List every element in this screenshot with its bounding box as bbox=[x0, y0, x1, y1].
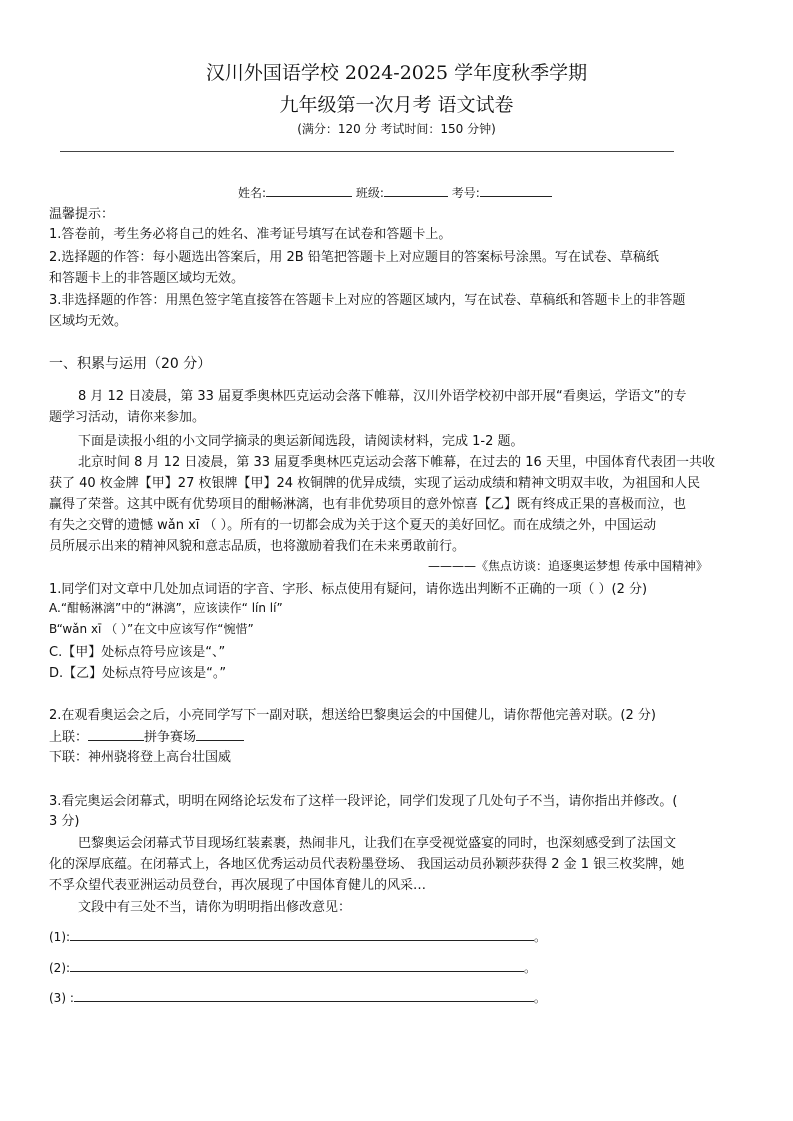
instruction-1: 1.答卷前，考生务必将自己的姓名、准考证号填写在试卷和答题卡上。 bbox=[49, 227, 452, 242]
q2-upper-blank-1[interactable] bbox=[88, 728, 144, 741]
exam-title-line1: 汉川外国语学校 2024-2025 学年度秋季学期 bbox=[205, 62, 588, 84]
q2-upper-label: 上联： bbox=[49, 730, 89, 745]
news-line-2: 获了 40 枚金牌【甲】27 枚银牌【甲】24 枚铜牌的优异成绩，实现了运动成绩和精神文明双丰收，为祖国和人民 bbox=[49, 476, 701, 491]
name-blank[interactable] bbox=[266, 184, 352, 197]
q3-answer-2-label: (2): bbox=[49, 961, 71, 975]
q1-option-b[interactable]: B“wǎn xī （ ）”在文中应该写作“惋惜” bbox=[49, 622, 254, 636]
section1-heading: 一、积累与运用（20 分） bbox=[49, 356, 212, 372]
exam-title-line2: 九年级第一次月考 语文试卷 bbox=[279, 94, 514, 116]
instruction-2b: 和答题卡上的非答题区域均无效。 bbox=[49, 271, 245, 286]
news-line-5: 员所展示出来的精神风貌和意志品质，也将激励着我们在未来勇敢前行。 bbox=[49, 539, 466, 554]
q1-stem: 1.同学们对文章中几处加点词语的字音、字形、标点使用有疑问，请你选出判断不正确的一项（ ）(2 分) bbox=[49, 582, 648, 597]
q3-passage-1: 巴黎奥运会闭幕式节目现场红装素裹，热闹非凡，让我们在享受视觉盛宴的同时，也深刻感受到了法国文 bbox=[78, 836, 677, 851]
header-divider bbox=[60, 151, 674, 152]
q2-upper-blank-2[interactable] bbox=[196, 728, 244, 741]
section1-intro-a: 8 月 12 日凌晨，第 33 届夏季奥林匹克运动会落下帷幕，汉川外语学校初中部开展“看奥运，学语文”的专 bbox=[78, 389, 687, 404]
q3-answer-3-line[interactable] bbox=[74, 988, 534, 1002]
q1-option-d[interactable]: D.【乙】处标点符号应该是“。” bbox=[49, 666, 227, 681]
student-info-bar bbox=[238, 184, 552, 201]
instruction-2a: 2.选择题的作答：每小题选出答案后，用 2B 铅笔把答题卡上对应题目的答案标号涂黑。写在试卷、草稿纸 bbox=[49, 250, 659, 265]
instructions-heading: 温馨提示： bbox=[49, 207, 115, 222]
q3-answer-3 bbox=[49, 988, 546, 1006]
q1-option-a[interactable]: A.“酣畅淋漓”中的“淋漓”，应该读作“ lín lí” bbox=[49, 601, 283, 615]
q2-upper-couplet bbox=[49, 726, 244, 745]
q3-passage-3: 不孚众望代表亚洲运动员登台，再次展现了中国体育健儿的风采… bbox=[49, 878, 427, 893]
q1-option-c[interactable]: C.【甲】处标点符号应该是“、” bbox=[49, 645, 226, 660]
q3-answer-3-end: 。 bbox=[533, 991, 546, 1005]
q2-upper-text: 拼争赛场 bbox=[144, 730, 197, 745]
number-label: 考号: bbox=[451, 186, 480, 200]
q3-answer-1 bbox=[49, 927, 546, 945]
q3-passage-2: 化的深厚底蕴。在闭幕式上，各地区优秀运动员代表粉墨登场、 我国运动员孙颖莎获得 2 金 1 银三枚奖牌，她 bbox=[49, 857, 685, 872]
q3-answer-2 bbox=[49, 958, 536, 976]
q3-answer-1-line[interactable] bbox=[70, 927, 534, 941]
news-line-1: 北京时间 8 月 12 日凌晨，第 33 届夏季奥林匹克运动会落下帷幕，在过去的 16 天里，中国体育代表团一共收 bbox=[78, 455, 715, 470]
q3-stem-a: 3.看完奥运会闭幕式，明明在网络论坛发布了这样一段评论，同学们发现了几处句子不当，请你指出并修改。( bbox=[49, 794, 678, 809]
news-source: ————《焦点访谈：追逐奥运梦想 传承中国精神》 bbox=[428, 559, 708, 573]
instruction-3a: 3.非选择题的作答：用黑色签字笔直接答在答题卡上对应的答题区域内，写在试卷、草稿纸和答题卡上的非答题 bbox=[49, 293, 686, 308]
q2-stem: 2.在观看奥运会之后，小亮同学写下一副对联，想送给巴黎奥运会的中国健儿，请你帮他完善对联。(2 分) bbox=[49, 708, 656, 723]
class-label: 班级: bbox=[355, 186, 384, 200]
name-label: 姓名: bbox=[238, 186, 267, 200]
section1-lead: 下面是读报小组的小文同学摘录的奥运新闻选段，请阅读材料，完成 1-2 题。 bbox=[78, 434, 524, 449]
q3-answer-3-label: (3) : bbox=[49, 991, 74, 1005]
section1-intro-b: 题学习活动，请你来参加。 bbox=[49, 410, 206, 425]
q3-answer-2-line[interactable] bbox=[70, 958, 524, 972]
q3-answer-1-label: (1): bbox=[49, 930, 71, 944]
q3-prompt: 文段中有三处不当，请你为明明指出修改意见： bbox=[78, 900, 352, 915]
instruction-3b: 区域均无效。 bbox=[49, 314, 128, 329]
q3-answer-2-end: 。 bbox=[524, 961, 537, 975]
q2-lower-couplet: 下联：神州骁将登上高台壮国威 bbox=[49, 750, 232, 765]
q3-stem-b: 3 分) bbox=[49, 814, 80, 829]
score-info: (满分：120 分 考试时间：150 分钟) bbox=[297, 122, 496, 136]
news-line-3: 赢得了荣誉。这其中既有优势项目的酣畅淋漓，也有非优势项目的意外惊喜【乙】既有终成正果的喜极而泣，也 bbox=[49, 497, 687, 512]
q3-answer-1-end: 。 bbox=[534, 930, 547, 944]
news-line-4: 有失之交臂的遗憾 wǎn xī （ ）。所有的一切都会成为关于这个夏天的美好回忆。而在成绩之外，中国运动 bbox=[49, 518, 657, 533]
number-blank[interactable] bbox=[480, 184, 552, 197]
class-blank[interactable] bbox=[384, 184, 448, 197]
